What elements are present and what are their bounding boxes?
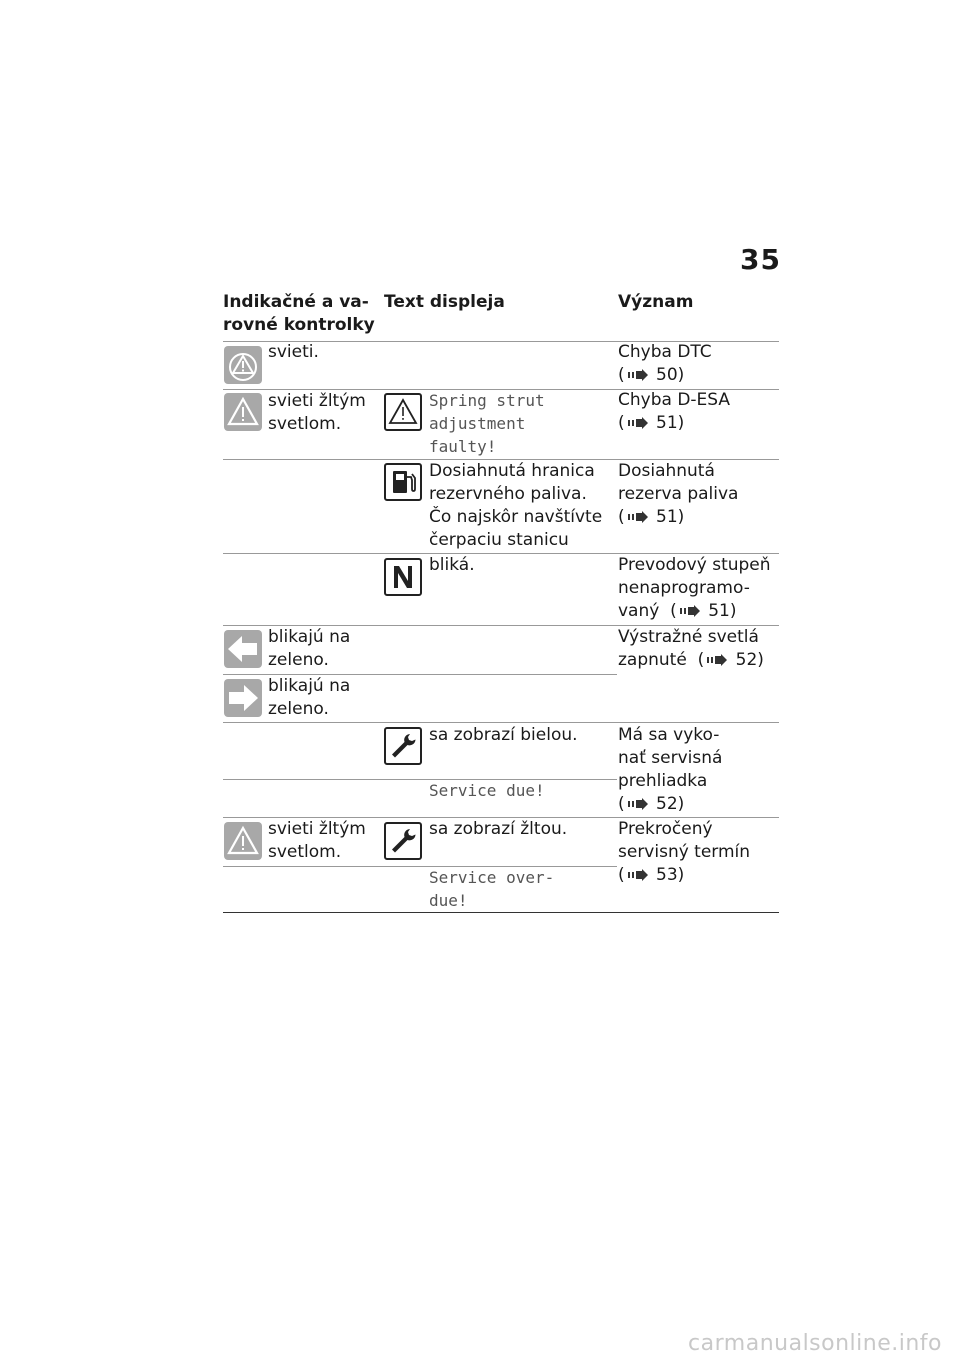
row5b-indicator-text <box>268 675 350 721</box>
row5-meaning-line2: zapnuté <box>618 650 687 670</box>
dtc-warning-icon <box>224 346 262 384</box>
row-divider <box>223 866 617 867</box>
page-reference-arrow-icon <box>677 605 703 617</box>
row4-display-text: bliká. <box>429 555 475 575</box>
row7-indicator-line2: svetlom. <box>268 842 342 862</box>
general-warning-icon <box>224 822 262 860</box>
row6-display-message: Service due! <box>429 781 545 800</box>
row7-indicator-line1: svieti žltým <box>268 819 366 839</box>
page-reference-arrow-icon <box>625 417 651 429</box>
row2-meaning <box>618 389 730 435</box>
row7-reference-page: 53) <box>656 865 685 885</box>
row4-meaning-line3: vaný <box>618 601 660 621</box>
row4-reference[interactable]: vaný ( 51) <box>618 601 737 621</box>
row-divider <box>223 779 617 780</box>
row5b-indicator-line1: blikajú na <box>268 676 351 696</box>
row3-display-line1: Dosiahnutá hranica <box>429 461 595 481</box>
row2-display-line2: adjustment <box>429 414 526 433</box>
row2-display-line1: Spring strut <box>429 391 545 410</box>
row4-reference-page: 51) <box>708 601 737 621</box>
row5-meaning <box>618 626 764 672</box>
row3-display-line3: Čo najskôr navštívte <box>429 507 603 527</box>
row6-reference[interactable]: ( 52) <box>618 794 685 814</box>
row3-reference-page: 51) <box>656 507 685 527</box>
row3-meaning <box>618 460 738 529</box>
general-warning-icon <box>224 393 262 431</box>
row6-meaning-line1: Má sa vyko- <box>618 725 720 745</box>
row1-reference-page: 50) <box>656 365 685 385</box>
row7-indicator-text <box>268 818 366 864</box>
row4-meaning <box>618 554 771 623</box>
row-divider <box>223 722 779 723</box>
service-wrench-icon <box>384 822 422 860</box>
row7-display-message <box>429 866 554 912</box>
page-reference-arrow-icon <box>625 511 651 523</box>
row2-indicator-text <box>268 390 366 436</box>
row5-meaning-line1: Výstražné svetlá <box>618 627 759 647</box>
row2-display-text <box>429 389 545 458</box>
row1-indicator-text: svieti. <box>268 342 319 362</box>
row3-display-line2: rezervného paliva. <box>429 484 587 504</box>
row7-display-message-line1: Service over- <box>429 868 555 887</box>
row6-meaning-line2: nať servisná <box>618 748 723 768</box>
table-bottom-rule <box>223 912 779 913</box>
row5a-indicator-text <box>268 626 350 672</box>
header-indicators-line1: Indikačné a va- <box>223 292 369 312</box>
row7-reference[interactable]: ( 53) <box>618 865 685 885</box>
row2-reference-page: 51) <box>656 413 685 433</box>
page-reference-arrow-icon <box>625 369 651 381</box>
row5a-indicator-line1: blikajú na <box>268 627 351 647</box>
header-indicators-line2: rovné kontrolky <box>223 315 375 335</box>
general-warning-icon <box>384 393 422 431</box>
row6-reference-page: 52) <box>656 794 685 814</box>
row2-reference[interactable]: ( 51) <box>618 413 685 433</box>
footer-watermark: carmanualsonline.info <box>688 1331 942 1356</box>
header-meaning: Význam <box>618 292 694 312</box>
row3-meaning-line1: Dosiahnutá <box>618 461 715 481</box>
row2-indicator-line1: svieti žltým <box>268 391 366 411</box>
row5-reference-page: 52) <box>735 650 764 670</box>
page-reference-arrow-icon <box>625 798 651 810</box>
row3-display-text <box>429 460 602 552</box>
row7-meaning <box>618 818 750 887</box>
service-wrench-icon <box>384 727 422 765</box>
row2-display-line3: faulty! <box>429 437 497 456</box>
page-reference-arrow-icon <box>625 869 651 881</box>
row1-reference[interactable]: ( 50) <box>618 365 685 385</box>
row7-meaning-line2: servisný termín <box>618 842 751 862</box>
page-number: 35 <box>740 243 781 276</box>
row6-meaning <box>618 724 722 816</box>
page-reference-arrow-icon <box>704 654 730 666</box>
row5-reference[interactable]: zapnuté ( 52) <box>618 650 764 670</box>
row6-meaning-line3: prehliadka <box>618 771 708 791</box>
row4-meaning-line2: nenaprogramo- <box>618 578 750 598</box>
row3-display-line4: čerpaciu stanicu <box>429 530 569 550</box>
fuel-reserve-icon <box>384 463 422 501</box>
row6-display-text: sa zobrazí bielou. <box>429 725 578 745</box>
header-display-text: Text displeja <box>384 292 505 312</box>
row5b-indicator-line2: zeleno. <box>268 699 329 719</box>
row2-indicator-line2: svetlom. <box>268 414 342 434</box>
row1-meaning <box>618 341 712 387</box>
gear-not-programmed-icon <box>384 558 422 596</box>
row1-meaning-line1: Chyba DTC <box>618 342 712 362</box>
row2-meaning-line1: Chyba D-ESA <box>618 390 731 410</box>
turn-right-icon <box>224 679 262 717</box>
turn-left-icon <box>224 630 262 668</box>
row7-display-message-line2: due! <box>429 891 468 910</box>
row3-meaning-line2: rezerva paliva <box>618 484 739 504</box>
row7-meaning-line1: Prekročený <box>618 819 713 839</box>
row4-meaning-line1: Prevodový stupeň <box>618 555 771 575</box>
row3-reference[interactable]: ( 51) <box>618 507 685 527</box>
row5a-indicator-line2: zeleno. <box>268 650 329 670</box>
row7-display-text: sa zobrazí žltou. <box>429 819 568 839</box>
header-indicators <box>223 291 375 337</box>
